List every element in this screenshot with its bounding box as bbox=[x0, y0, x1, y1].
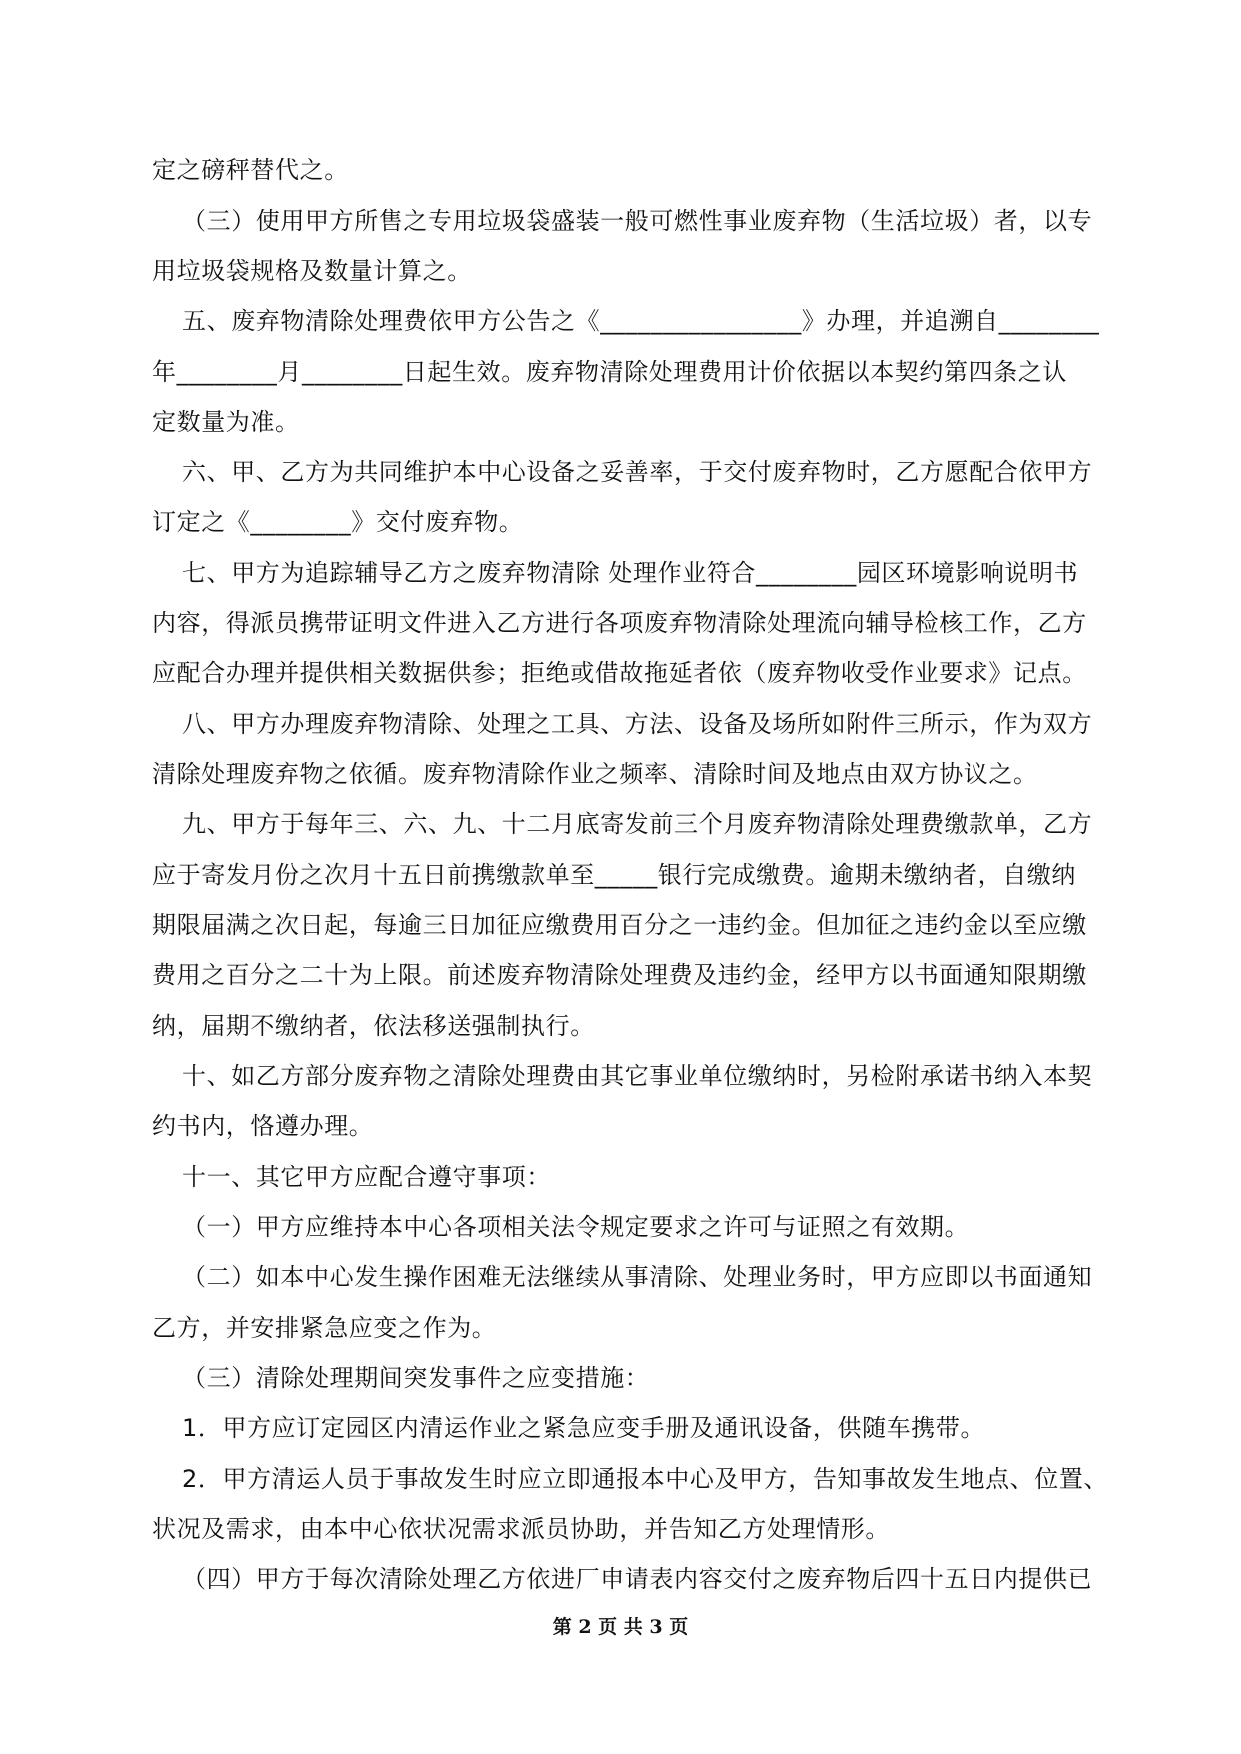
text-line: 九、甲方于每年三、六、九、十二月底寄发前三个月废弃物清除处理费缴款单，乙方 bbox=[182, 810, 1093, 838]
text-line: （二）如本中心发生操作困难无法继续从事清除、处理业务时，甲方应即以书面通知 bbox=[182, 1263, 1093, 1291]
text-line: （三）使用甲方所售之专用垃圾袋盛装一般可燃性事业废弃物（生活垃圾）者，以专 bbox=[182, 207, 1093, 235]
text-line: （四）甲方于每次清除处理乙方依进厂申请表内容交付之废弃物后四十五日内提供已 bbox=[182, 1565, 1093, 1593]
text-line: 状况及需求，由本中心依状况需求派员协助，并告知乙方处理情形。 bbox=[152, 1515, 890, 1543]
text-line: （一）甲方应维持本中心各项相关法令规定要求之许可与证照之有效期。 bbox=[182, 1213, 970, 1241]
text-line: 定之磅秤替代之。 bbox=[152, 156, 349, 184]
text-line: 六、甲、乙方为共同维护本中心设备之妥善率，于交付废弃物时，乙方愿配合依甲方 bbox=[182, 458, 1093, 486]
text-line: 1．甲方应订定园区内清运作业之紧急应变手册及通讯设备，供随车携带。 bbox=[182, 1414, 986, 1442]
text-line: 五、废弃物清除处理费依甲方公告之《________________》办理，并追溯自________ bbox=[182, 307, 1100, 335]
text-line: 订定之《________》交付废弃物。 bbox=[152, 508, 524, 536]
text-line: 应于寄发月份之次月十五日前携缴款单至_____银行完成缴费。逾期未缴纳者，自缴纳 bbox=[152, 861, 1076, 889]
text-line: 纳，届期不缴纳者，依法移送强制执行。 bbox=[152, 1012, 595, 1040]
text-line: 用垃圾袋规格及数量计算之。 bbox=[152, 257, 472, 285]
text-line: 十、如乙方部分废弃物之清除处理费由其它事业单位缴纳时，另检附承诺书纳入本契 bbox=[182, 1062, 1093, 1090]
page-number-footer: 第 2 页 共 3 页 bbox=[552, 1616, 689, 1638]
text-line: 十一、其它甲方应配合遵守事项： bbox=[182, 1163, 551, 1191]
text-line: 八、甲方办理废弃物清除、处理之工具、方法、设备及场所如附件三所示，作为双方 bbox=[182, 710, 1093, 738]
text-line: 2．甲方清运人员于事故发生时应立即通报本中心及甲方，告知事故发生地点、位置、 bbox=[182, 1465, 1109, 1493]
text-line: （三）清除处理期间突发事件之应变措施： bbox=[182, 1364, 650, 1392]
text-line: 年________月________日起生效。废弃物清除处理费用计价依据以本契约第四条之认 bbox=[152, 358, 1067, 386]
text-line: 内容，得派员携带证明文件进入乙方进行各项废弃物清除处理流向辅导检核工作，乙方 bbox=[152, 609, 1087, 637]
text-line: 约书内，恪遵办理。 bbox=[152, 1112, 374, 1140]
text-line: 定数量为准。 bbox=[152, 408, 300, 436]
text-line: 乙方，并安排紧急应变之作为。 bbox=[152, 1314, 497, 1342]
text-line: 清除处理废弃物之依循。废弃物清除作业之频率、清除时间及地点由双方协议之。 bbox=[152, 760, 1038, 788]
text-line: 费用之百分之二十为上限。前述废弃物清除处理费及违约金，经甲方以书面通知限期缴 bbox=[152, 961, 1087, 989]
text-line: 七、甲方为追踪辅导乙方之废弃物清除 处理作业符合________园区环境影响说明书 bbox=[182, 559, 1079, 587]
text-line: 应配合办理并提供相关数据供参；拒绝或借故拖延者依（废弃物收受作业要求》记点。 bbox=[152, 659, 1087, 687]
text-line: 期限届满之次日起，每逾三日加征应缴费用百分之一违约金。但加征之违约金以至应缴 bbox=[152, 911, 1087, 939]
